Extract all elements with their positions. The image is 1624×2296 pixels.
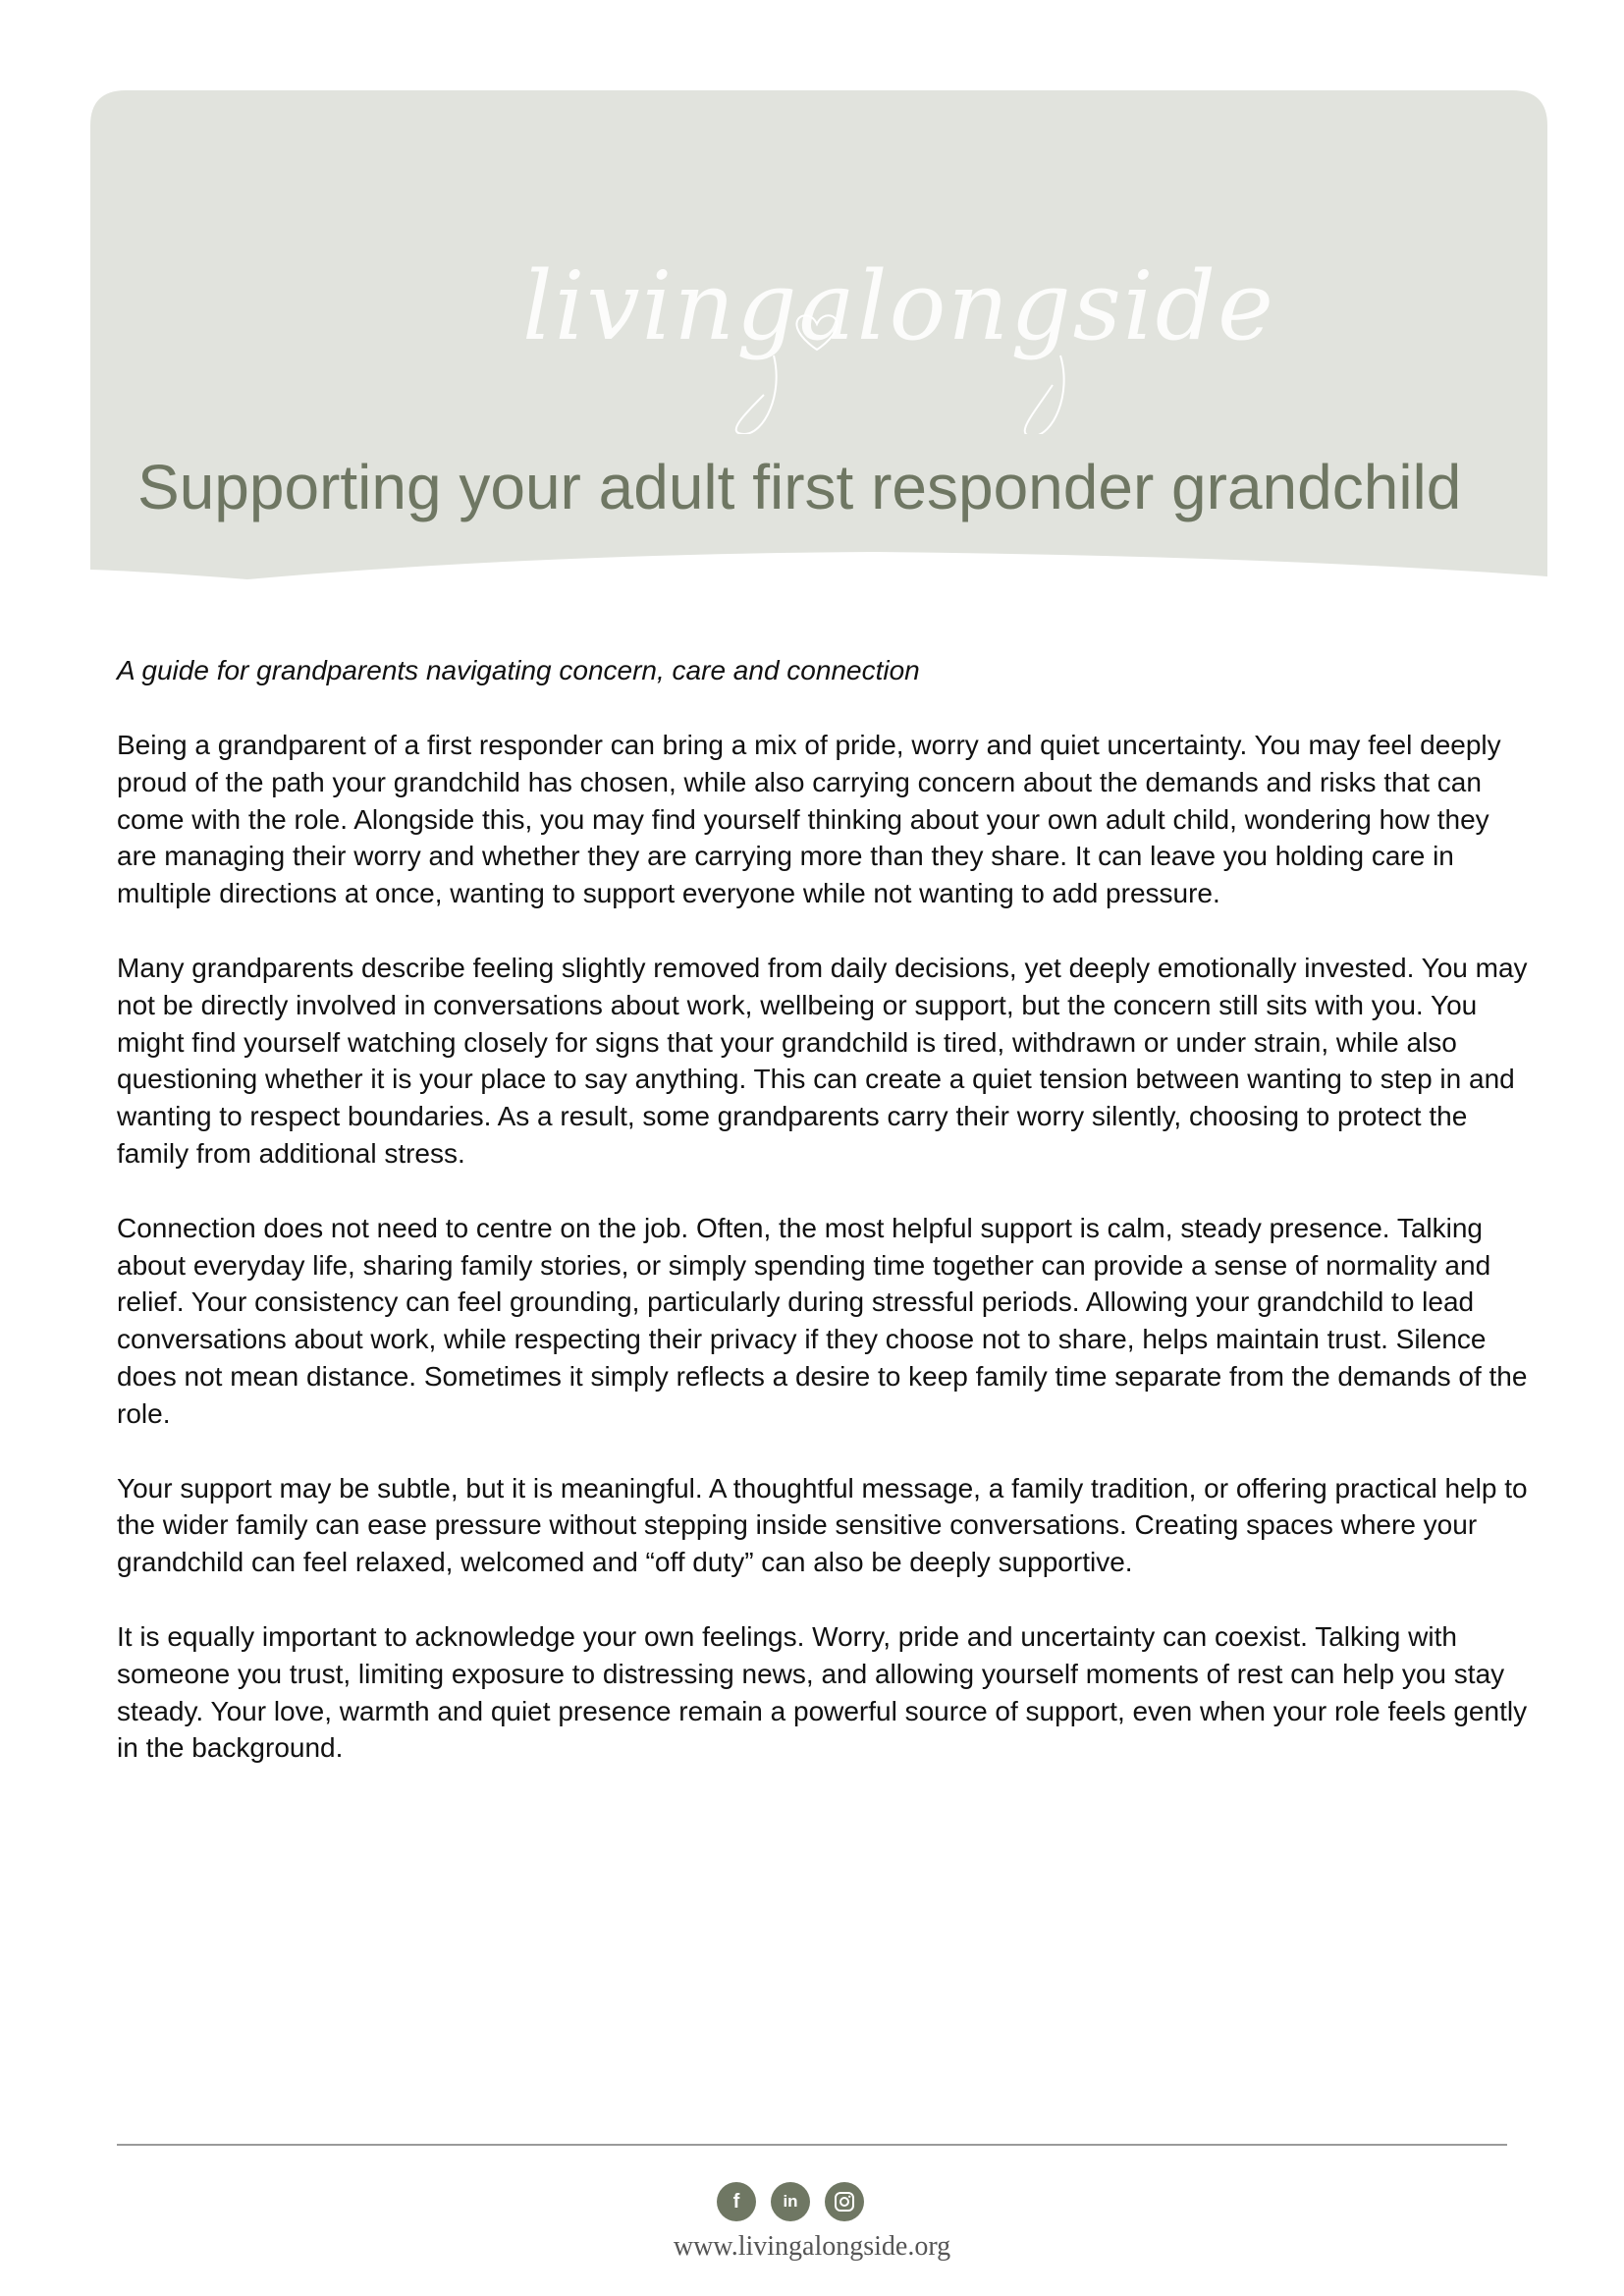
- footer-divider: [117, 2144, 1507, 2146]
- paragraph: Connection does not need to centre on the job. Often, the most helpful support is calm, steady presence. Talking about everyday life, sharing family stories, or simply spending time together can provide a sense of normality and relief. Your consistency can feel grounding, particularly during stressful periods. Allowing your grandchild to lead conversations about work, while respecting their privacy if they choose not to share, helps maintain trust. Silence does not mean distance. Sometimes it simply reflects a desire to keep family time separate from the demands of the role.: [117, 1212, 1528, 1429]
- page-title: Supporting your adult first responder grandchild: [137, 452, 1462, 522]
- linkedin-glyph: in: [783, 2192, 798, 2211]
- facebook-icon[interactable]: [717, 2182, 756, 2221]
- paragraph: Being a grandparent of a first responder can bring a mix of pride, worry and quiet uncertainty. You may feel deeply proud of the path your grandchild has chosen, while also carrying concern about the demands and risks that can come with the role. Alongside this, you may find yourself thinking about your own adult child, wondering how they are managing their worry and whether they are carrying more than they share. It can leave you holding care in multiple directions at once, wanting to support everyone while not wanting to add pressure.: [117, 730, 1501, 909]
- instagram-glyph-icon: [834, 2191, 855, 2213]
- header-banner: [90, 90, 1547, 581]
- livingalongside-logo: [522, 208, 1275, 434]
- paragraph: It is equally important to acknowledge your own feelings. Worry, pride and uncertainty can coexist. Talking with someone you trust, limiting exposure to distressing news, and allowing yourself moments of rest can help you stay steady. Your love, warmth and quiet presence remain a powerful source of support, even when your role feels gently in the background.: [117, 1620, 1528, 1764]
- social-links: [717, 2182, 874, 2223]
- logo-wordmark: livingalongside: [522, 251, 1275, 361]
- paragraph: Many grandparents describe feeling slightly removed from daily decisions, yet deeply emotionally invested. You may not be directly involved in conversations about work, wellbeing or support, but the concern still sits with you. You might find yourself watching closely for signs that your grandchild is tired, withdrawn or under strain, while also questioning whether it is your place to say anything. This can create a quiet tension between wanting to step in and wanting to respect boundaries. As a result, some grandparents carry their worry silently, choosing to protect the family from additional stress.: [117, 952, 1528, 1169]
- linkedin-icon[interactable]: [771, 2182, 810, 2221]
- website-link[interactable]: www.livingalongside.org: [673, 2231, 951, 2262]
- paragraph: Your support may be subtle, but it is meaningful. A thoughtful message, a family tradition, or offering practical help to the wider family can ease pressure without stepping inside sensitive conversations. Creating spaces where your grandchild can feel relaxed, welcomed and “off duty” can also be deeply supportive.: [117, 1472, 1528, 1578]
- article-subtitle: A guide for grandparents navigating concern, care and connection: [117, 655, 920, 685]
- facebook-glyph: f: [732, 2190, 740, 2213]
- instagram-icon[interactable]: [825, 2182, 864, 2221]
- article-body: [117, 652, 1531, 1804]
